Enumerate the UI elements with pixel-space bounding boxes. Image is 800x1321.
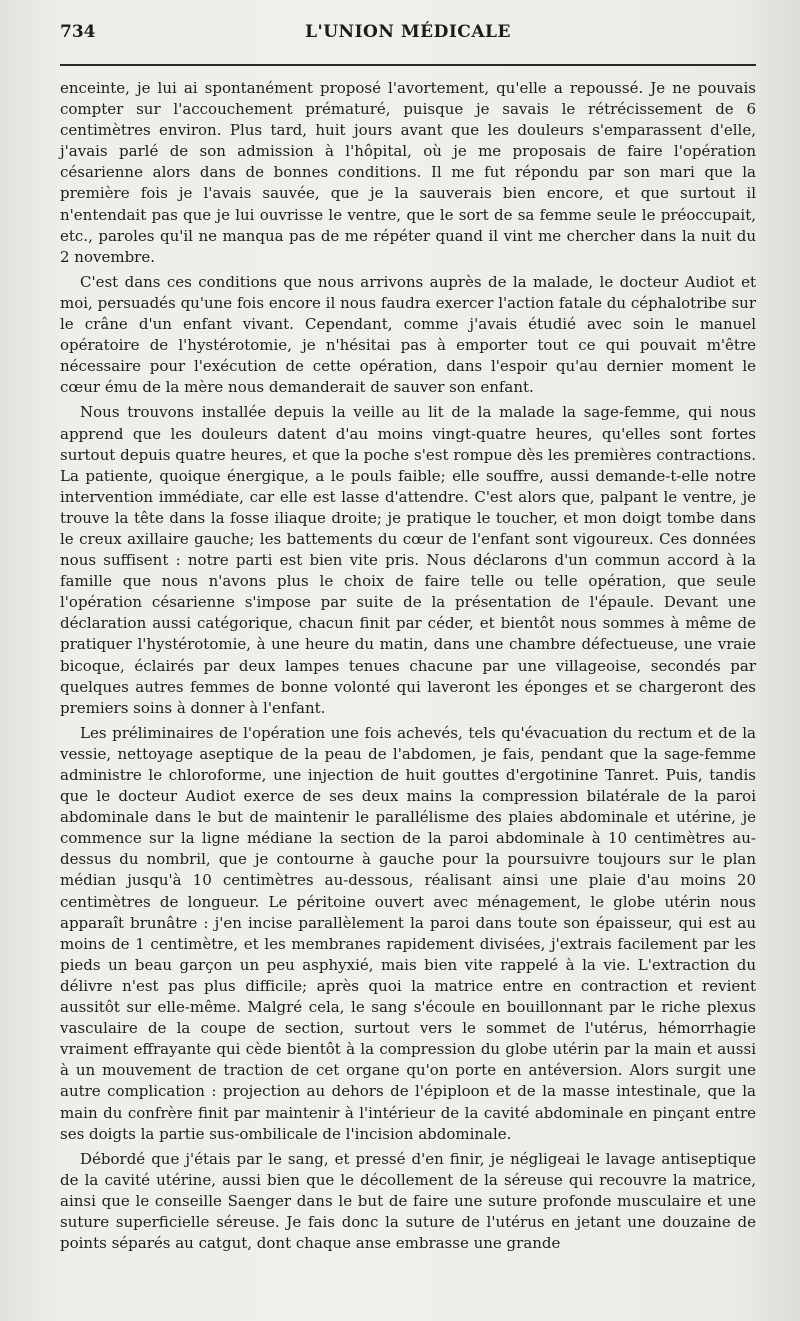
paragraph-continuation: enceinte, je lui ai spontanément proposé l'avortement, qu'elle a repoussé. Je ne pouvais compter sur l'accouchement prématuré, puisque je savais le rétrécissement de 6 centimètres environ. Plus tard, huit jours avant que les douleurs s'emparassent d'elle, j'avais parlé de son admission à l'hôpital, où je me proposais de faire l'opération césarienne alors dans de bonnes conditions. Il me fut répondu par son mari que la première fois je l'avais sauvée, que je la sauverais bien encore, et que surtout il n'entendait pas que je lui ouvrisse le ventre, que le sort de sa femme seule le préoccupait, etc., paroles qu'il ne manqua pas de me répéter quand il vint me chercher dans la nuit du 2 novembre.	[60, 79, 756, 266]
paragraph: Débordé que j'étais par le sang, et pressé d'en finir, je négligeai le lavage antiseptique de la cavité utérine, aussi bien que le décollement de la séreuse qui recouvre la matrice, ainsi que le conseille Saenger dans le but de faire une suture profonde musculaire et une suture superficielle séreuse. Je fais donc la suture de l'utérus en jetant une douzaine de points séparés au catgut, dont chaque anse embrasse une grande	[60, 1149, 756, 1253]
header-rule	[60, 64, 756, 66]
page-number: 734	[60, 22, 96, 42]
paragraph: C'est dans ces conditions que nous arrivons auprès de la malade, le docteur Audiot et moi, persuadés qu'une fois encore il nous faudra exercer l'action fatale du céphalotribe sur le crâne d'un enfant vivant. Cependant, comme j'avais étudié avec soin le manuel opératoire de l'hystérotomie, je n'hésitai pas à emporter tout ce qui pouvait m'être nécessaire pour l'exécution de cette opération, dans l'espoir qu'au dernier moment le cœur ému de la mère nous demanderait de sauver son enfant.	[60, 272, 756, 397]
journal-title: L'UNION MÉDICALE	[305, 22, 511, 42]
paragraph: Nous trouvons installée depuis la veille au lit de la malade la sage-femme, qui nous apprend que les douleurs datent d'au moins vingt-quatre heures, qu'elles sont fortes surtout depuis quatre heures, et que la poche s'est rompue dès les premières contractions. La patiente, quoique énergique, a le pouls faible; elle souffre, aussi demande-t-elle notre intervention immédiate, car elle est lasse d'attendre. C'est alors que, palpant le ventre, je trouve la tête dans la fosse iliaque droite; je pratique le toucher, et mon doigt tombe dans le creux axillaire gauche; les battements du cœur de l'enfant sont vigoureux. Ces données nous suffisent : notre parti est bien vite pris. Nous déclarons d'un commun accord à la famille que nous n'avons plus le choix de faire telle ou telle opération, que seule l'opération césarienne s'impose par suite de la présentation de l'épaule. Devant une déclaration aussi catégorique, chacun finit par céder, et bientôt nous sommes à même de pratiquer l'hystérotomie, à une heure du matin, dans une chambre défectueuse, une vraie bicoque, éclairés par deux lampes tenues chacune par une villageoise, secondés par quelques autres femmes de bonne volonté qui laveront les éponges et se chargeront des premiers soins à donner à l'enfant.	[60, 403, 756, 717]
article-body	[60, 78, 756, 1254]
running-head	[60, 18, 756, 54]
paragraph: Les préliminaires de l'opération une fois achevés, tels qu'évacuation du rectum et de la vessie, nettoyage aseptique de la peau de l'abdomen, je fais, pendant que la sage-femme administre le chloroforme, une injection de huit gouttes d'ergotinine Tanret. Puis, tandis que le docteur Audiot exerce de ses deux mains la compression bilatérale de la paroi abdominale dans le but de maintenir le parallélisme des plaies abdominale et utérine, je commence sur la ligne médiane la section de la paroi abdominale à 10 centimètres au-dessus du nombril, que je contourne à gauche pour la poursuivre toujours sur le plan médian jusqu'à 10 centimètres au-dessous, réalisant ainsi une plaie d'au moins 20 centimètres de longueur. Le péritoine ouvert avec ménagement, le globe utérin nous apparaît brunâtre : j'en incise parallèlement la paroi dans toute son épaisseur, qui est au moins de 1 centimètre, et les membranes rapidement divisées, j'extrais facilement par les pieds un beau garçon un peu asphyxié, mais bien vite rappelé à la vie. L'extraction du délivre n'est pas plus difficile; après quoi la matrice entre en contraction et revient aussitôt sur elle-même. Malgré cela, le sang s'écoule en bouillonnant par le riche plexus vasculaire de la coupe de section, surtout vers le sommet de l'utérus, hémorrhagie vraiment effrayante qui cède bientôt à la compression du globe utérin par la main et aussi à un mouvement de traction de cet organe qu'on porte en antéversion. Alors surgit une autre complication : projection au dehors de l'épiploon et de la masse intestinale, que la main du confrère finit par maintenir à l'intérieur de la cavité abdominale en pinçant entre ses doigts la partie sus-ombilicale de l'incision abdominale.	[60, 723, 756, 1143]
